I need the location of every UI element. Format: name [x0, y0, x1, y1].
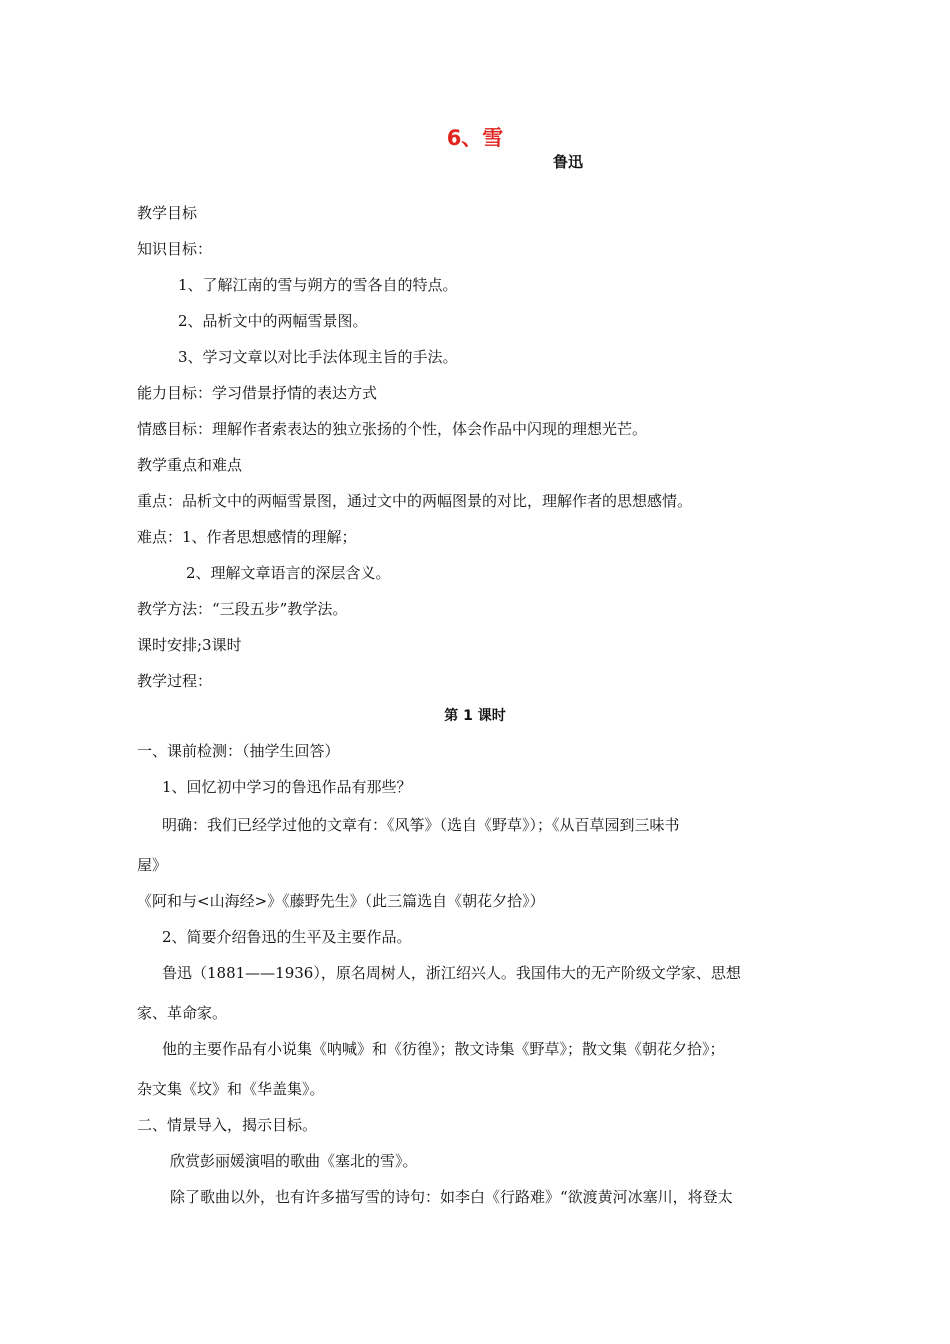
text-line: 家、革命家。 [137, 1004, 228, 1022]
text-line: 教学方法：“三段五步”教学法。 [137, 600, 348, 618]
text-line: 欣赏彭丽媛演唱的歌曲《塞北的雪》。 [170, 1152, 418, 1170]
page-title: 6、雪 [446, 126, 504, 150]
text-line: 他的主要作品有小说集《呐喊》和《彷徨》；散文诗集《野草》；散文集《朝花夕拾》； [162, 1040, 725, 1058]
text-line: 能力目标：学习借景抒情的表达方式 [137, 384, 378, 402]
text-line: 教学过程： [137, 672, 213, 690]
text-line: 教学重点和难点 [137, 456, 243, 474]
text-line: 知识目标： [137, 240, 213, 258]
lesson-heading: 第 1 课时 [444, 708, 506, 724]
text-line: 3、学习文章以对比手法体现主旨的手法。 [178, 348, 458, 366]
author-name: 鲁迅 [553, 153, 584, 171]
text-line: 课时安排;3课时 [137, 636, 242, 654]
text-line: 情感目标：理解作者索表达的独立张扬的个性，体会作品中闪现的理想光芒。 [137, 420, 648, 438]
text-line: 除了歌曲以外，也有许多描写雪的诗句：如李白《行路难》“欲渡黄河冰塞川，将登太 [170, 1188, 733, 1206]
text-line: 二、情景导入，揭示目标。 [137, 1116, 318, 1134]
text-line: 1、回忆初中学习的鲁迅作品有那些？ [162, 778, 412, 796]
text-line: 屋》 [137, 856, 168, 874]
text-line: 2、简要介绍鲁迅的生平及主要作品。 [162, 928, 412, 946]
text-line: 教学目标 [137, 204, 198, 222]
text-line: 杂文集《坟》和《华盖集》。 [137, 1080, 325, 1098]
text-line: 明确：我们已经学过他的文章有：《风筝》（选自《野草》）；《从百草园到三味书 [162, 816, 680, 834]
text-line: 2、品析文中的两幅雪景图。 [178, 312, 368, 330]
text-line: 鲁迅（1881——1936），原名周树人，浙江绍兴人。我国伟大的无产阶级文学家、思想 [162, 964, 741, 982]
text-line: 重点：品析文中的两幅雪景图，通过文中的两幅图景的对比，理解作者的思想感情。 [137, 492, 693, 510]
text-line: 《阿和与<山海经>》《藤野先生》（此三篇选自《朝花夕拾》） [137, 892, 545, 910]
text-line: 2、理解文章语言的深层含义。 [186, 564, 391, 582]
text-line: 一、课前检测：（抽学生回答） [137, 742, 340, 760]
text-line: 难点：1、作者思想感情的理解； [137, 528, 357, 546]
text-line: 1、了解江南的雪与朔方的雪各自的特点。 [178, 276, 458, 294]
